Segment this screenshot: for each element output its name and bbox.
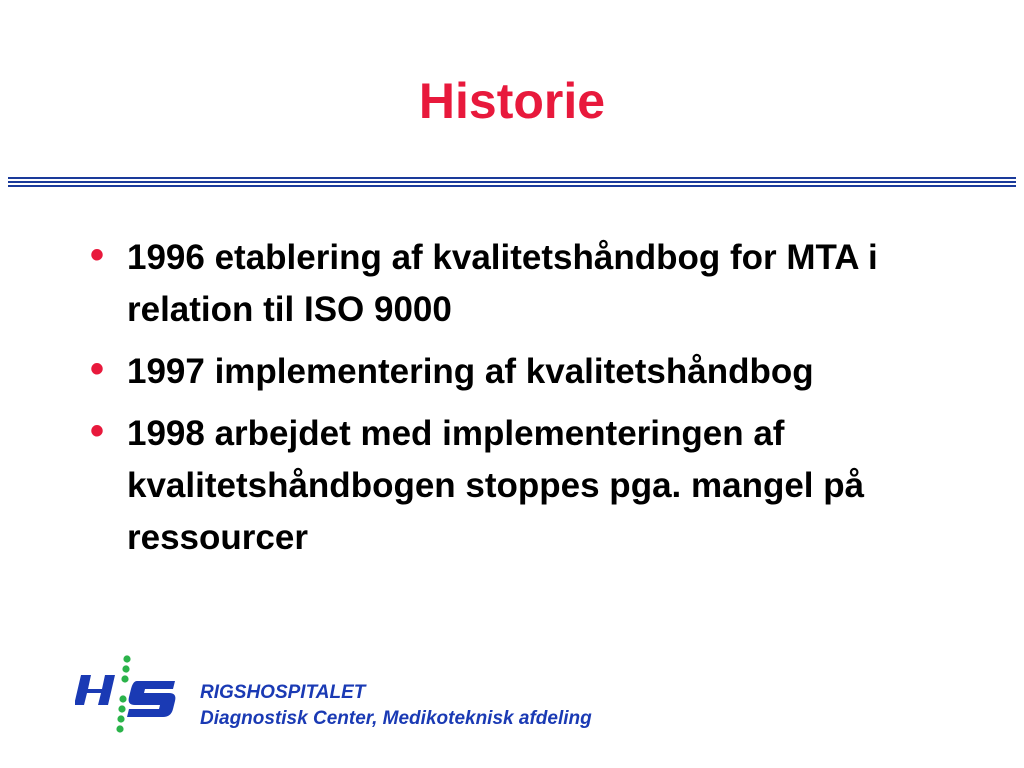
bullet-text: 1998 arbejdet med implementeringen af kvalitetshåndbogen stoppes pga. mangel på ressourcer: [127, 414, 865, 557]
bullet-item: [90, 232, 990, 336]
footer-text: [200, 680, 592, 732]
bullet-text: 1996 etablering af kvalitetshåndbog for MTA i relation til ISO 9000: [127, 238, 878, 329]
bullet-item: [90, 408, 990, 564]
department-name: Diagnostisk Center, Medikoteknisk afdeling: [200, 708, 592, 729]
slide-title: Historie: [418, 73, 606, 129]
his-logo-icon: [75, 655, 185, 735]
title-divider-line: [8, 181, 1016, 183]
bullet-list: [90, 232, 990, 574]
title-divider-line: [8, 177, 1016, 179]
bullet-dot-icon: •: [90, 409, 105, 453]
bullet-dot-icon: •: [90, 347, 105, 391]
bullet-text: 1997 implementering af kvalitetshåndbog: [127, 352, 814, 391]
bullet-dot-icon: •: [90, 233, 105, 277]
title-divider-line: [8, 185, 1016, 187]
org-name: RIGSHOSPITALET: [200, 682, 366, 703]
bullet-item: [90, 346, 990, 398]
